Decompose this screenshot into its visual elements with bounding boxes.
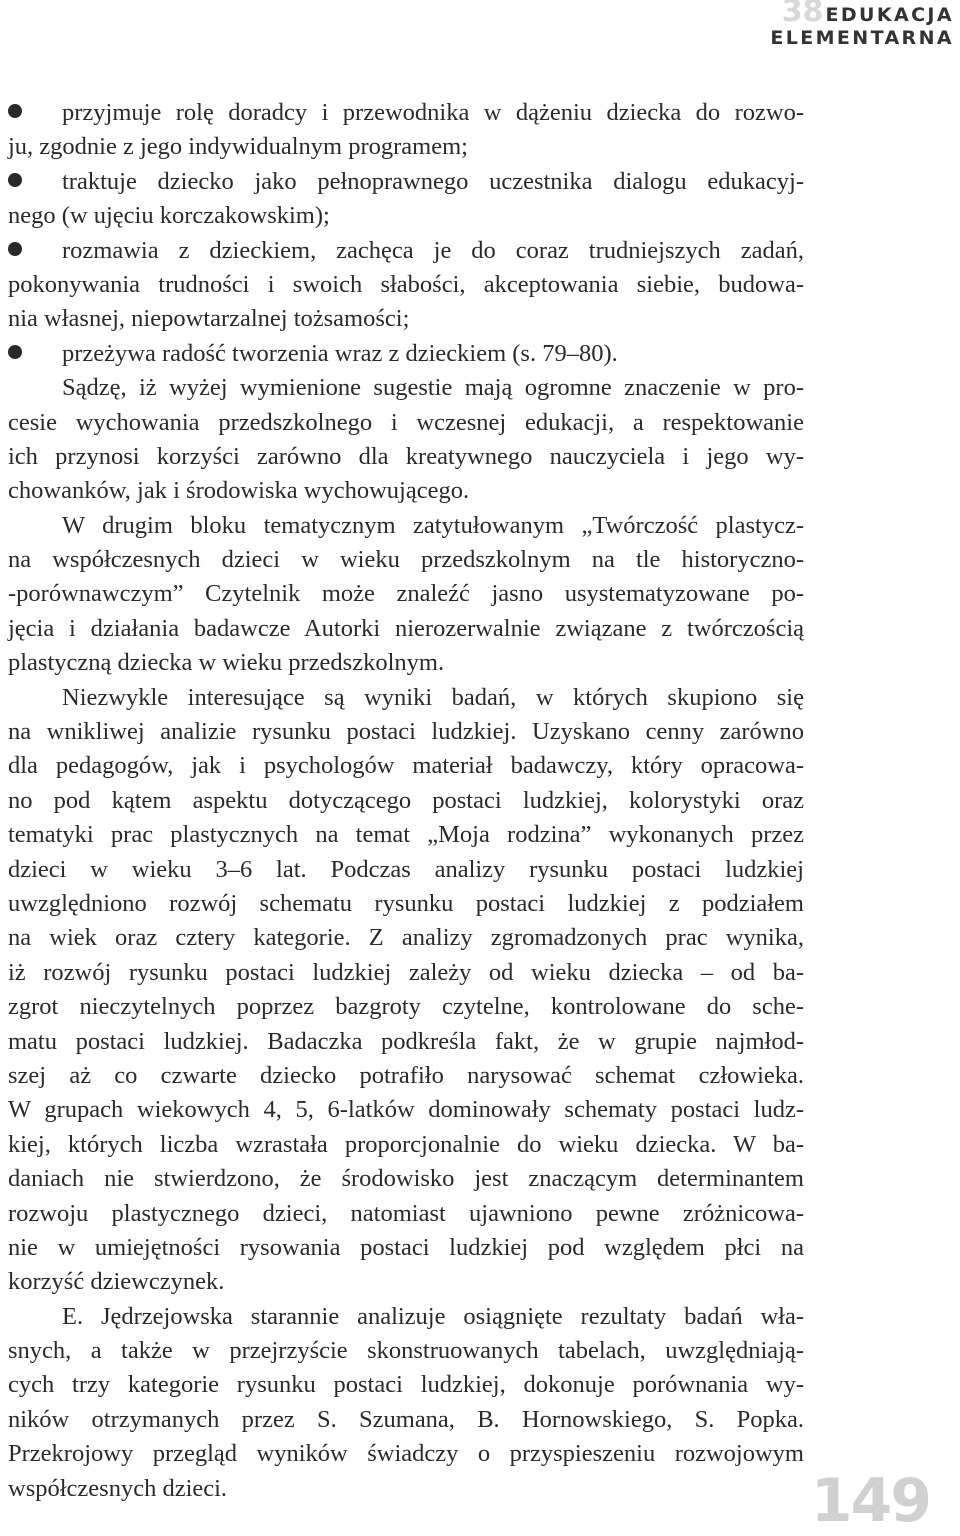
text-line: ju, zgodnie z jego indywidualnym programem;: [8, 133, 468, 161]
text-line: no pod kątem aspektu dotyczącego postaci ludzkiej, kolorystyki oraz: [8, 786, 804, 814]
text-line: współczesnych dzieci.: [8, 1474, 228, 1502]
bullet-icon: [8, 104, 22, 118]
bullet-item-line: przyjmuje rolę doradcy i przewodnika w dążeniu dziecka do rozwo-: [8, 96, 804, 130]
text-line: Niezwykle interesujące są wyniki badań, w których skupiono się: [62, 683, 804, 711]
text-line: nego (w ujęciu korczakowskim);: [8, 202, 330, 230]
text-line: na wnikliwej analizie rysunku postaci ludzkiej. Uzyskano cenny zarówno: [8, 718, 804, 746]
text-line: ników otrzymanych przez S. Szumana, B. Hornowskiego, S. Popka.: [8, 1405, 804, 1433]
journal-title-line2: ELEMENTARNA: [770, 27, 954, 49]
page-number: 149: [810, 1466, 930, 1536]
bullet-icon: [8, 173, 22, 187]
body-text: [8, 96, 804, 1506]
text-line: dzieci w wieku 3–6 lat. Podczas analizy rysunku postaci ludzkiej: [8, 855, 804, 883]
text-line: korzyść dziewczynek.: [8, 1268, 225, 1296]
text-line: rozwoju plastycznego dzieci, natomiast ujawniono pewne zróżnicowa-: [8, 1199, 804, 1227]
bullet-item-line: rozmawia z dzieckiem, zachęca je do coraz trudniejszych zadań,: [8, 234, 804, 268]
text-line: na współczesnych dzieci w wieku przedszkolnym na tle historyczno-: [8, 546, 804, 574]
bullet-icon: [8, 345, 22, 359]
bullet-icon: [8, 242, 22, 256]
text-line: -porównawczym” Czytelnik może znaleźć jasno usystematyzowane po-: [8, 580, 804, 608]
text-line: szej aż co czwarte dziecko potrafiło narysować schemat człowieka.: [8, 1061, 804, 1089]
text-line: chowanków, jak i środowiska wychowującego.: [8, 477, 470, 505]
text-line: cych trzy kategorie rysunku postaci ludzkiej, dokonuje porównania wy-: [8, 1371, 804, 1399]
text-line: zgrot nieczytelnych poprzez bazgroty czytelne, kontrolowane do sche-: [8, 993, 804, 1021]
bullet-item-line: traktuje dziecko jako pełnoprawnego uczestnika dialogu edukacyj-: [8, 165, 804, 199]
text-line: dla pedagogów, jak i psychologów materiał badawczy, który opracowa-: [8, 752, 804, 780]
text-line: snych, a także w przejrzyście skonstruowanych tabelach, uwzględniają-: [8, 1337, 804, 1365]
text-line: cesie wychowania przedszkolnego i wczesnej edukacji, a respektowanie: [8, 408, 804, 436]
text-line: tematyki prac plastycznych na temat „Moja rodzina” wykonanych przez: [8, 821, 804, 849]
text-line: W drugim bloku tematycznym zatytułowanym „Twórczość plastycz-: [62, 511, 804, 539]
text-line: nie w umiejętności rysowania postaci ludzkiej pod względem płci na: [8, 1233, 804, 1261]
text-line: pokonywania trudności i swoich słabości, akceptowania siebie, budowa-: [8, 270, 804, 298]
text-line: Przekrojowy przegląd wyników świadczy o przyspieszeniu rozwojowym: [8, 1440, 804, 1468]
journal-title-line1: EDUKACJA: [825, 4, 954, 26]
text-line: Sądzę, iż wyżej wymienione sugestie mają ogromne znaczenie w pro-: [62, 374, 804, 402]
text-line: E. Jędrzejowska starannie analizuje osiągnięte rezultaty badań wła-: [62, 1302, 804, 1330]
text-line: ich przynosi korzyści zarówno dla kreatywnego nauczyciela i jego wy-: [8, 442, 804, 470]
text-line: kiej, których liczba wzrastała proporcjonalnie do wieku dziecka. W ba-: [8, 1130, 804, 1158]
text-line: matu postaci ludzkiej. Badaczka podkreśla fakt, że w grupie najmłod-: [8, 1027, 804, 1055]
running-header: [770, 0, 954, 50]
bullet-item-line: przeżywa radość tworzenia wraz z dzieckiem (s. 79–80).: [8, 337, 804, 371]
text-line: jęcia i działania badawcze Autorki nierozerwalnie związane z twórczością: [8, 614, 804, 642]
text-line: uwzględniono rozwój schematu rysunku postaci ludzkiej z podziałem: [8, 889, 804, 917]
header-page-number: 38: [781, 0, 824, 29]
text-line: plastyczną dziecka w wieku przedszkolnym.: [8, 649, 445, 677]
text-line: W grupach wiekowych 4, 5, 6-latków dominowały schematy postaci ludz-: [8, 1096, 804, 1124]
text-line: daniach nie stwierdzono, że środowisko jest znaczącym determinantem: [8, 1165, 804, 1193]
text-line: na wiek oraz cztery kategorie. Z analizy zgromadzonych prac wynika,: [8, 924, 804, 952]
text-line: nia własnej, niepowtarzalnej tożsamości;: [8, 305, 410, 333]
text-line: iż rozwój rysunku postaci ludzkiej zależy od wieku dziecka – od ba-: [8, 958, 804, 986]
